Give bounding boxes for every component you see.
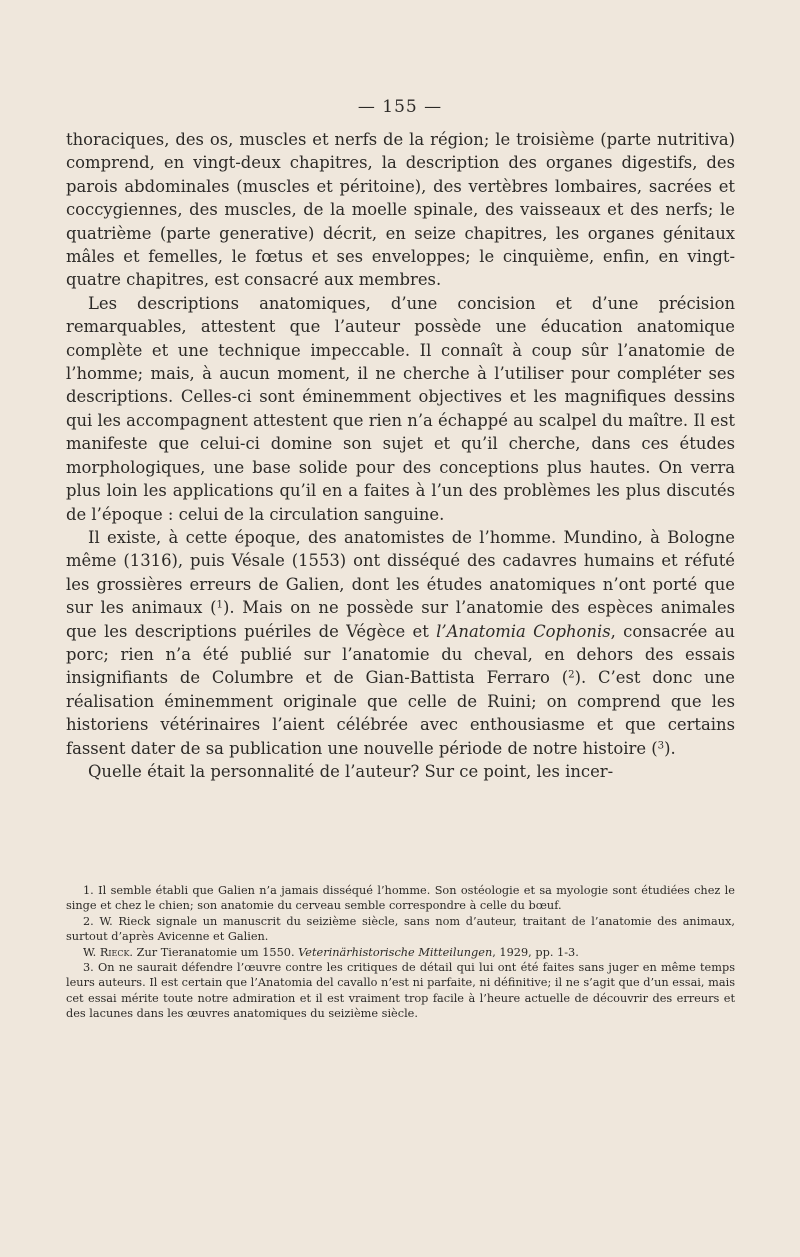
footnotes bbox=[66, 883, 735, 1022]
paragraph-3-part-5: ). bbox=[664, 738, 676, 758]
italic-title: l’Anatomia Cophonis bbox=[436, 621, 611, 641]
paragraph-2: Les descriptions anatomiques, d’une concision et d’une précision remarquables, attestent que l’auteur possède une éducation anatomique complète et une technique impeccable. Il connaît à coup sûr l’anatomie de l’homme; mais, à aucun moment, il ne cherche à l’utiliser pour compléter ses descriptions. Celles-ci sont éminemment objectives et les magnifiques dessins qui les accompagnent attestent que rien n’a échappé au scalpel du maître. Il est manifeste que celui-ci domine son sujet et qu’il cherche, dans ces études morphologiques, une base solide pour des conceptions plus hautes. On verra plus loin les applications qu’il en a faites à l’un des problèmes les plus discutés de l’époque : celui de la circulation sanguine. bbox=[66, 293, 735, 524]
main-text bbox=[66, 128, 735, 783]
paragraph-1: thoraciques, des os, muscles et nerfs de la région; le troisième (parte nutritiva) comprend, en vingt-deux chapitres, la description des organes digestifs, des parois abdominales (muscles et péritoine), des vertèbres lombaires, sacrées et coccygiennes, des muscles, de la moelle spinale, des vaisseaux et des nerfs; le quatrième (parte generative) décrit, en seize chapitres, les organes génitaux mâles et femelles, le fœtus et ses enveloppes; le cinquième, enfin, en vingt-quatre chapitres, est consacré aux membres. bbox=[66, 130, 735, 290]
reference-journal: Veterinärhistorische Mitteilungen bbox=[298, 945, 493, 959]
paragraph-3-part-4: ). C’est donc une réalisation éminemment originale que celle de Ruini; on comprend que les historiens vétérinaires l’aient célébrée avec enthousiasme et que certains fassent dater de sa publication une nouvelle période de notre histoire ( bbox=[66, 668, 735, 758]
paragraph-4: Quelle était la personnalité de l’auteur? Sur ce point, les incer- bbox=[88, 761, 614, 781]
footnote-2-reference bbox=[66, 945, 735, 960]
footnote-ref-3[interactable]: 3 bbox=[657, 739, 665, 751]
paragraph-3-part-2: ). Mais on ne possède sur l’anatomie des espèces animales que les descriptions puériles de Végèce et bbox=[66, 598, 735, 641]
page-number: — 155 — bbox=[357, 97, 443, 117]
paragraph-3-part-3: , consacrée au porc; rien n’a été publié sur l’anatomie du cheval, en dehors des essais insignifiants de Columbre et de Gian-Battista Ferraro ( bbox=[66, 621, 735, 688]
footnote-3: 3. On ne saurait défendre l’œuvre contre les critiques de détail qui lui ont été faites sans juger en même temps leurs auteurs. Il est certain que l’Anatomia del cavallo n’est ni parfaite, ni définitive; il ne s’agit que d’un essai, mais cet essai mérite toute notre admiration et il est vraiment trop facile à l’heure actuelle de découvrir des erreurs et des lacunes dans les œuvres anatomiques du seizième siècle. bbox=[66, 961, 735, 1021]
footnote-ref-1[interactable]: 1 bbox=[216, 599, 223, 611]
paragraph-3 bbox=[66, 526, 735, 760]
reference-pages: , 1929, pp. 1-3. bbox=[492, 945, 579, 959]
reference-title: Zur Tieranatomie um 1550. bbox=[133, 945, 299, 959]
footnote-2: 2. W. Rieck signale un manuscrit du seizième siècle, sans nom d’auteur, traitant de l’anatomie des animaux, surtout d’après Avicenne et Galien. bbox=[66, 914, 735, 944]
footnote-1: 1. Il semble établi que Galien n’a jamais disséqué l’homme. Son ostéologie et sa myologie sont étudiées chez le singe et chez le chien; son anatomie du cerveau semble correspondre à celle du bœuf. bbox=[66, 884, 735, 913]
paragraph-3-part-1: Il existe, à cette époque, des anatomistes de l’homme. Mundino, à Bologne même (1316), puis Vésale (1553) ont disséqué des cadavres humains et réfuté les grossières erreurs de Galien, dont les études anatomiques n’ont porté que sur les animaux ( bbox=[66, 527, 735, 618]
reference-author: W. Rieck. bbox=[83, 945, 134, 959]
footnote-ref-2[interactable]: 2 bbox=[568, 669, 575, 681]
